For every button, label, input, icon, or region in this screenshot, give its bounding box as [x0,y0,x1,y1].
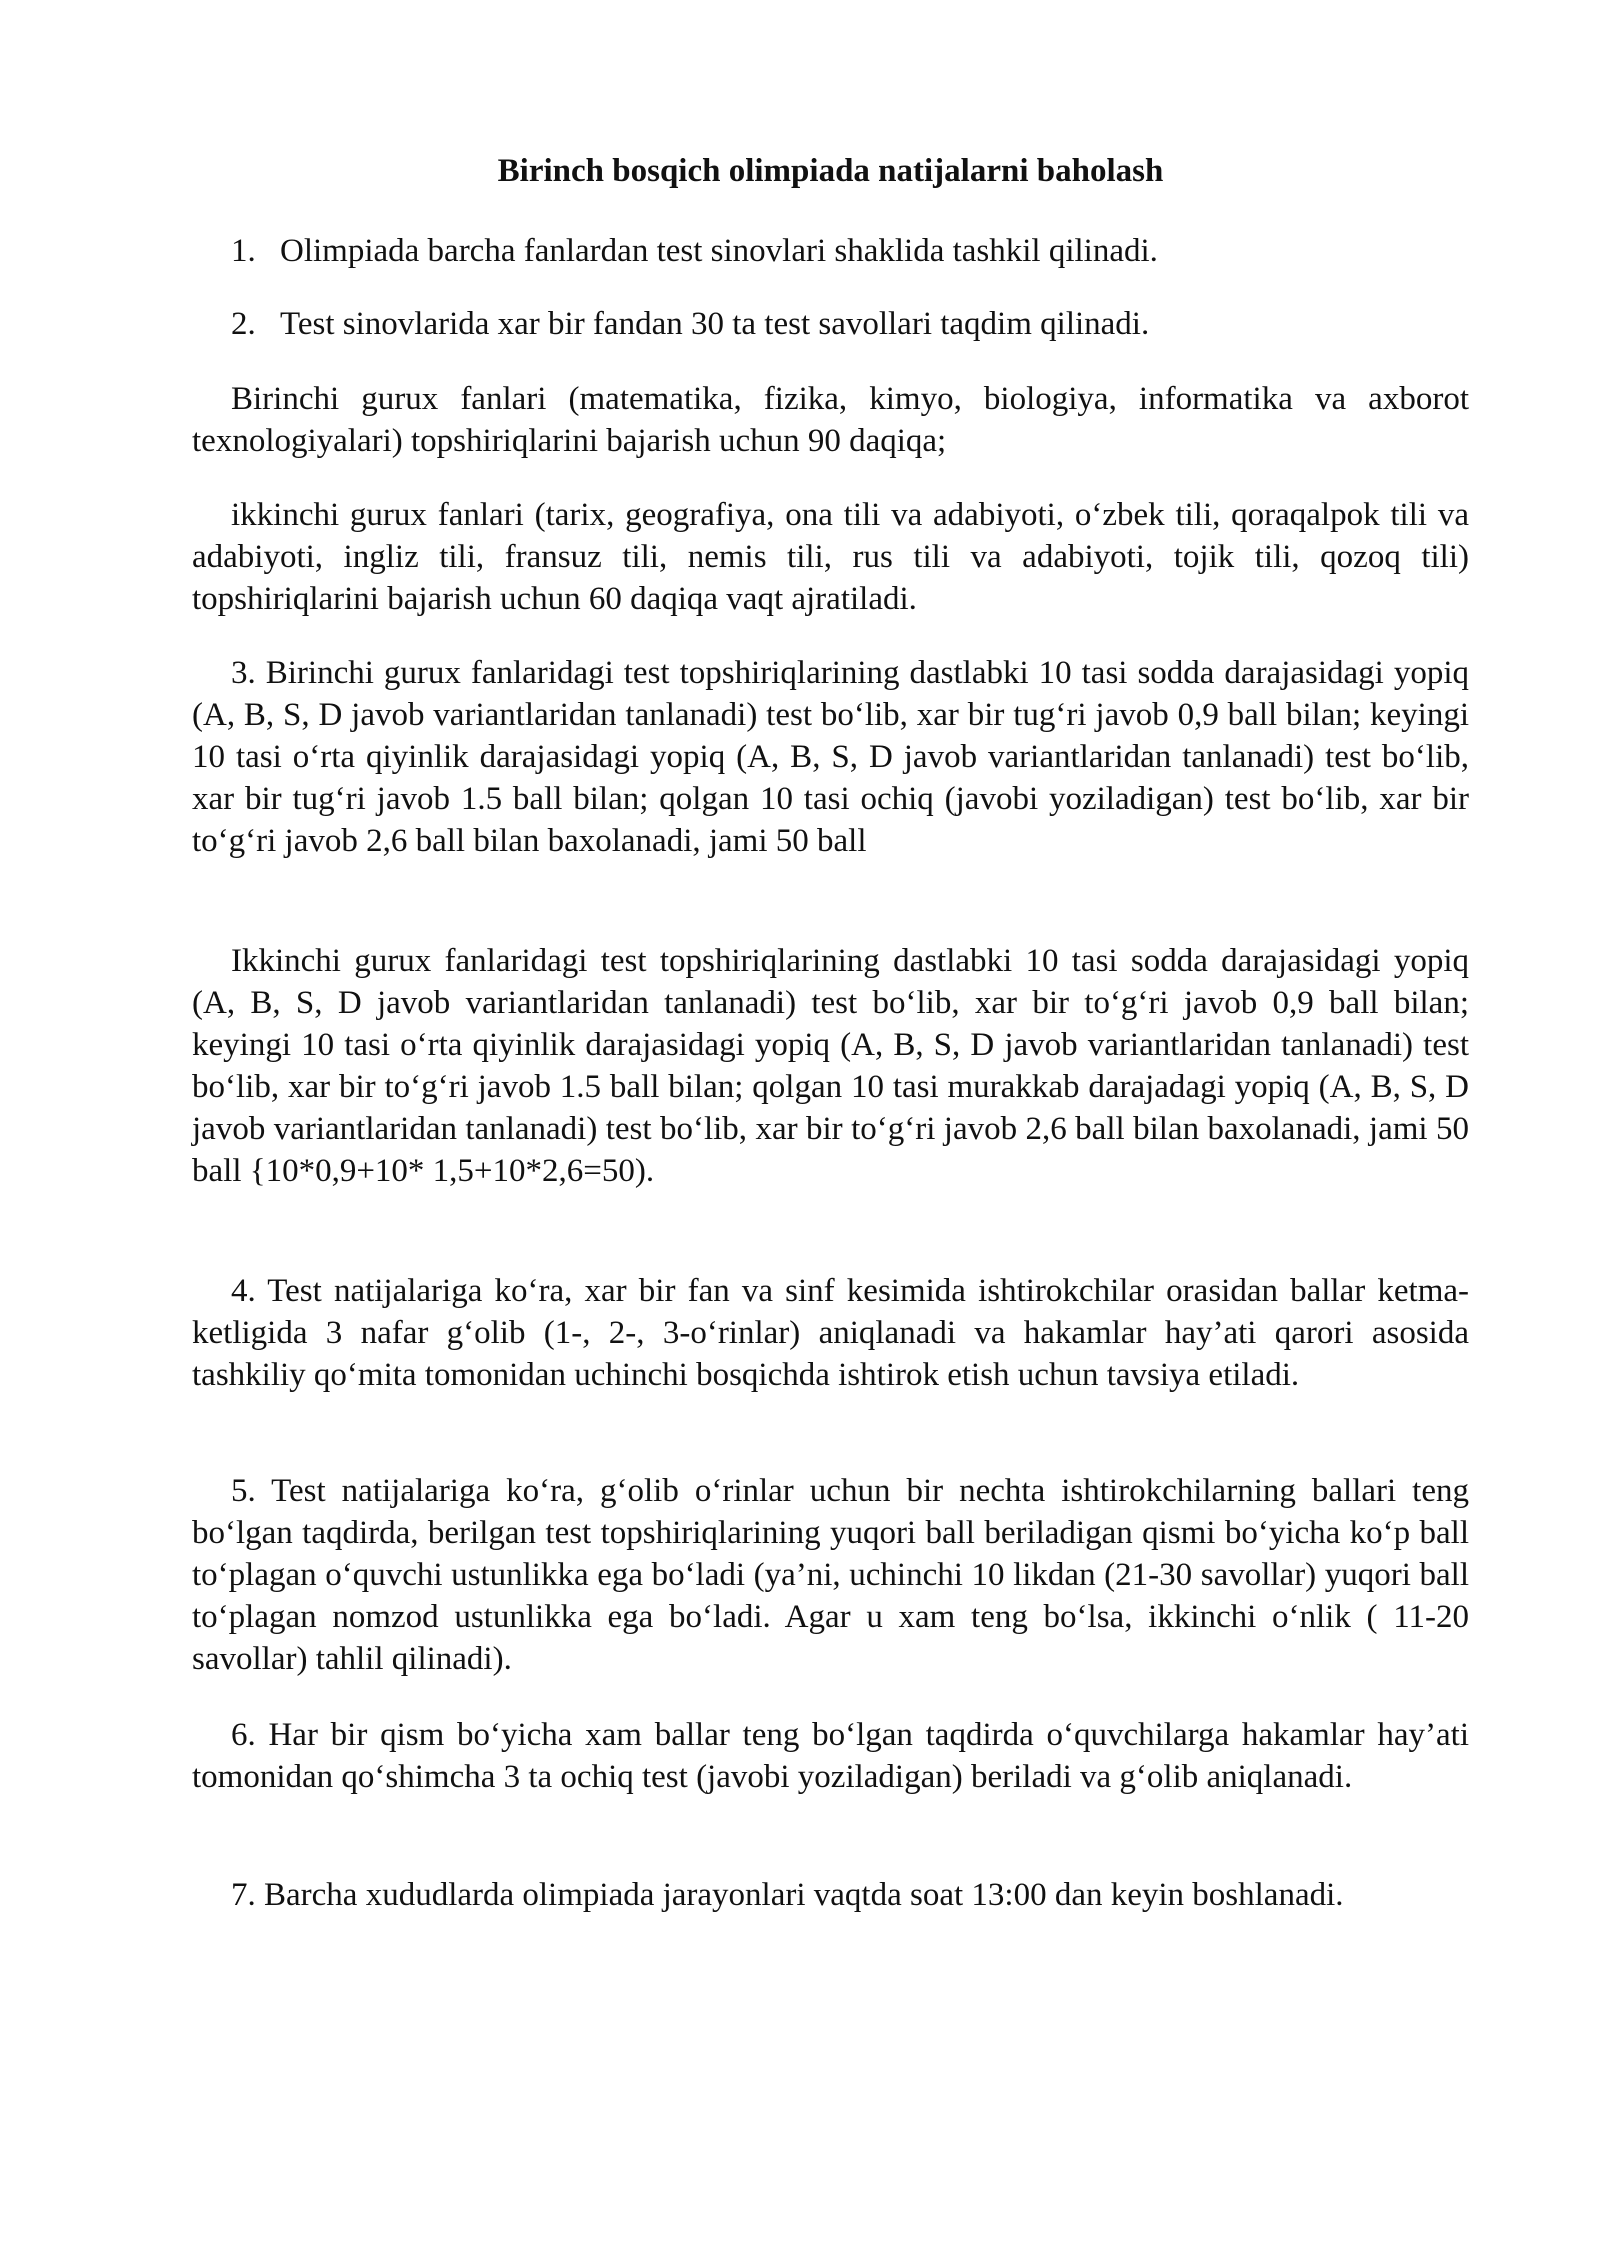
paragraph: 4. Test natijalariga ko‘ra, xar bir fan va sinf kesimida ishtirokchilar orasidan ballar ketma-ketligida 3 nafar g‘olib (1-, 2-, 3-o‘rinlar) aniqlanadi va hakamlar hay’ati qarori asosida tashkiliy qo‘mita tomonidan uchinchi bosqichda ishtirok etish uchun tavsiya etiladi. [192,1273,1469,1393]
paragraph: 6. Har bir qism bo‘yicha xam ballar teng bo‘lgan taqdirda o‘quvchilarga hakamlar hay’ati tomonidan qo‘shimcha 3 ta ochiq test (javobi yoziladigan) beriladi va g‘olib aniqlanadi. [192,1717,1469,1795]
list-item [231,303,1469,345]
paragraph: ikkinchi gurux fanlari (tarix, geografiya, ona tili va adabiyoti, o‘zbek tili, qoraqalpok tili va adabiyoti, ingliz tili, fransuz tili, nemis tili, rus tili va adabiyoti, tojik tili, qozoq tili) topshiriqlarini bajarish uchun 60 daqiqa vaqt ajratiladi. [192,497,1469,617]
paragraph: Birinchi gurux fanlari (matematika, fizika, kimyo, biologiya, informatika va axborot texnologiyalari) topshiriqlarini bajarish uchun 90 daqiqa; [192,381,1469,459]
paragraph: 7. Barcha xududlarda olimpiada jarayonlari vaqtda soat 13:00 dan keyin boshlanadi. [231,1877,1344,1913]
paragraph: 3. Birinchi gurux fanlaridagi test topshiriqlarining dastlabki 10 tasi sodda darajasidagi yopiq (A, B, S, D javob variantlaridan tanlanadi) test bo‘lib, xar bir tug‘ri javob 0,9 ball bilan; keyingi 10 tasi o‘rta qiyinlik darajasidagi yopiq (A, B, S, D javob variantlaridan tanlanadi) test bo‘lib, xar bir tug‘ri javob 1.5 ball bilan; qolgan 10 tasi ochiq (javobi yoziladigan) test bo‘lib, xar bir to‘g‘ri javob 2,6 ball bilan baxolanadi, jami 50 ball [192,655,1469,859]
list-item-number: 2. [231,306,256,342]
paragraph: 5. Test natijalariga ko‘ra, g‘olib o‘rinlar uchun bir nechta ishtirokchilarning ballari teng bo‘lgan taqdirda, berilgan test topshiriqlarining yuqori ball beriladigan qismi bo‘yicha ko‘p ball to‘plagan o‘quvchi ustunlikka ega bo‘ladi (ya’ni, uchinchi 10 likdan (21-30 savollar) yuqori ball to‘plagan nomzod ustunlikka ega bo‘ladi. Agar u xam teng bo‘lsa, ikkinchi o‘nlik ( 11-20 savollar) tahlil qilinadi). [192,1473,1469,1677]
document-title: Birinch bosqich olimpiada natijalarni baholash [497,153,1164,189]
list-item-number: 1. [231,233,256,269]
list-item-text: Test sinovlarida xar bir fandan 30 ta test savollari taqdim qilinadi. [280,306,1150,342]
paragraph: Ikkinchi gurux fanlaridagi test topshiriqlarining dastlabki 10 tasi sodda darajasidagi yopiq (A, B, S, D javob variantlaridan tanlanadi) test bo‘lib, xar bir to‘g‘ri javob 0,9 ball bilan; keyingi 10 tasi o‘rta qiyinlik darajasidagi yopiq (A, B, S, D javob variantlaridan tanlanadi) test bo‘lib, xar bir to‘g‘ri javob 1.5 ball bilan; qolgan 10 tasi murakkab darajadagi yopiq (A, B, S, D javob variantlaridan tanlanadi) test bo‘lib, xar bir to‘g‘ri javob 2,6 ball bilan baxolanadi, jami 50 ball {10*0,9+10* 1,5+10*2,6=50). [192,943,1469,1189]
list-item [231,230,1469,272]
list-item-text: Olimpiada barcha fanlardan test sinovlari shaklida tashkil qilinadi. [280,233,1158,269]
